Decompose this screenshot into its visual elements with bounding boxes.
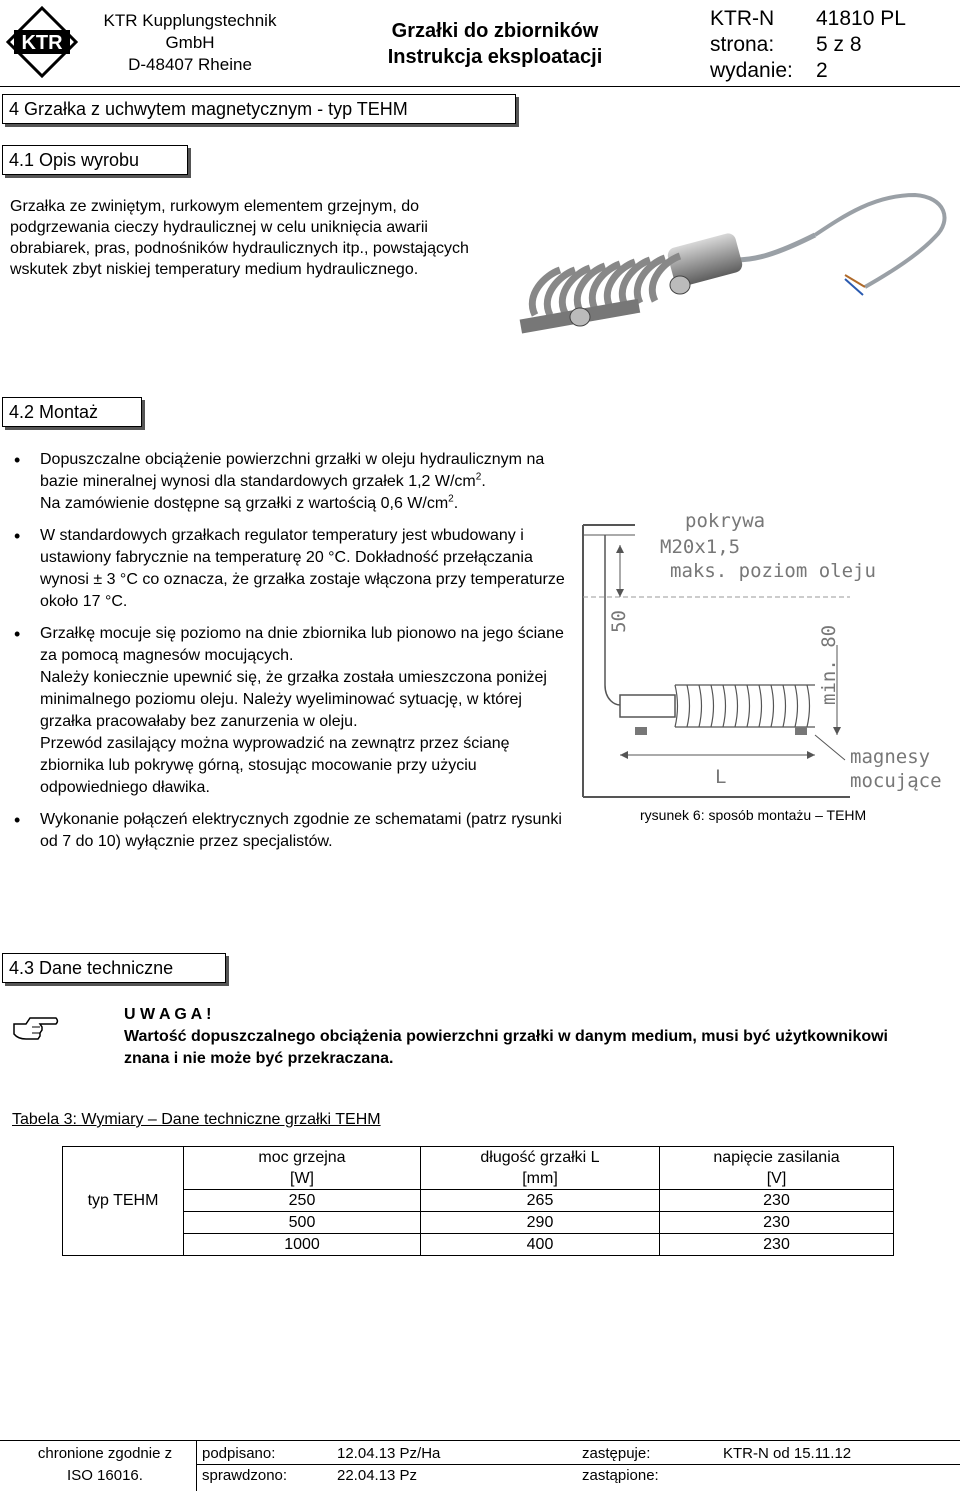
signed-value: 12.04.13 Pz/Ha bbox=[337, 1445, 441, 1462]
column-unit: [V] bbox=[660, 1168, 894, 1190]
warning-note bbox=[124, 1004, 924, 1070]
doc-number: 41810 PL bbox=[816, 7, 906, 30]
table-cell: 400 bbox=[421, 1234, 660, 1256]
table-cell: 230 bbox=[660, 1190, 894, 1212]
svg-text:KTR: KTR bbox=[21, 32, 63, 54]
checked-label: sprawdzono: bbox=[202, 1467, 288, 1484]
doc-code: KTR-N bbox=[710, 7, 775, 30]
mounting-list bbox=[6, 449, 566, 863]
mounting-diagram bbox=[575, 505, 955, 805]
title-line-1: Grzałki do zbiorników bbox=[391, 20, 599, 42]
column-unit: [W] bbox=[184, 1168, 421, 1190]
column-header: długość grzałki L bbox=[421, 1147, 660, 1169]
table-cell: 265 bbox=[421, 1190, 660, 1212]
replaced-label: zastąpione: bbox=[582, 1467, 659, 1484]
section-4-1-heading: 4.1 Opis wyrobu bbox=[2, 145, 188, 175]
svg-text:M20x1,5: M20x1,5 bbox=[660, 536, 741, 558]
table-cell: 250 bbox=[184, 1190, 421, 1212]
page-label: strona: bbox=[710, 33, 775, 56]
signed-label: podpisano: bbox=[202, 1445, 276, 1462]
section-4-3-heading: 4.3 Dane techniczne bbox=[2, 953, 226, 983]
header-divider bbox=[0, 86, 960, 87]
list-item: • Grzałkę mocuje się poziomo na dnie zbiornika lub pionowo na jego ściane za pomocą magnesów mocujących. Należy koniecznie upewnić się, że grzałka została umieszczona poniżej minimalnego poziomu oleju. Należy wyeliminować sytuację, w której grzałka pracowałaby bez zanurzenia w oleju. Przewód zasilający można wyprowadzić na zewnątrz przez ścianę zbiornika lub pokrywę górną, stosując mocowanie przy użyciu odpowiedniego dławika. bbox=[6, 623, 566, 799]
table-cell: 1000 bbox=[184, 1234, 421, 1256]
svg-text:pokrywa: pokrywa bbox=[685, 510, 766, 532]
svg-text:magnesy: magnesy bbox=[850, 746, 931, 768]
section-4-heading: 4 Grzałka z uchwytem magnetycznym - typ TEHM bbox=[2, 94, 516, 124]
copyright-note: chronione zgodnie z ISO 16016. bbox=[37, 1445, 173, 1484]
ktr-logo bbox=[6, 6, 78, 78]
table-title: Tabela 3: Wymiary – Dane techniczne grzałki TEHM bbox=[12, 1111, 381, 1128]
table-row bbox=[63, 1190, 894, 1212]
table-row-label: typ TEHM bbox=[63, 1147, 184, 1256]
warning-text: Wartość dopuszczalnego obciążenia powierzchni grzałki w danym medium, musi być użytkownikowi znana i nie może być przekraczana. bbox=[124, 1028, 888, 1067]
column-unit: [mm] bbox=[421, 1168, 660, 1190]
edition-label: wydanie: bbox=[710, 59, 793, 82]
list-item: • W standardowych grzałkach regulator temperatury jest wbudowany i ustawiony fabrycznie na temperaturę 20 °C. Dokładność przełączania wynosi ± 3 °C co oznacza, że grzałka zostaje włączona przy temperaturze około 17 °C. bbox=[6, 525, 566, 613]
document-meta bbox=[710, 6, 906, 84]
list-item: • Dopuszczalne obciążenie powierzchni grzałki w oleju hydraulicznym na bazie mineralnej wynosi dla standardowych grzałek 1,2 $W/cm^2$. Na zamówienie dostępne są grzałki z wartością 0,6 $W/cm^2$. bbox=[6, 449, 566, 515]
figure-caption: rysunek 6: sposób montażu – TEHM bbox=[640, 807, 867, 823]
heater-photo bbox=[515, 175, 955, 340]
svg-text:50: 50 bbox=[608, 610, 630, 633]
footer-separator bbox=[196, 1440, 197, 1491]
svg-text:maks. poziom oleju: maks. poziom oleju bbox=[670, 560, 876, 582]
svg-text:min. 80: min. 80 bbox=[818, 624, 840, 705]
company-block bbox=[90, 10, 290, 76]
page-value: 5 z 8 bbox=[816, 33, 862, 56]
svg-text:mocujące: mocujące bbox=[850, 770, 942, 792]
pointing-hand-icon bbox=[12, 1012, 60, 1044]
table-row bbox=[63, 1234, 894, 1256]
column-header: moc grzejna bbox=[184, 1147, 421, 1169]
table-cell: 290 bbox=[421, 1212, 660, 1234]
svg-text:L: L bbox=[715, 766, 727, 788]
checked-value: 22.04.13 Pz bbox=[337, 1467, 418, 1484]
warning-title: U W A G A ! bbox=[124, 1006, 212, 1023]
table-cell: 230 bbox=[660, 1234, 894, 1256]
replaces-value: KTR-N od 15.11.12 bbox=[723, 1445, 852, 1462]
replaces-label: zastępuje: bbox=[582, 1445, 651, 1462]
document-title bbox=[360, 18, 630, 70]
product-description: Grzałka ze zwiniętym, rurkowym elementem grzejnym, do podgrzewania cieczy hydraulicznej w celu uniknięcia awarii obrabiarek, pras, podnośników hydraulicznych itp., powstających wskutek zbyt niskiej temperatury medium hydraulicznego. bbox=[10, 198, 469, 278]
table-cell: 500 bbox=[184, 1212, 421, 1234]
edition-value: 2 bbox=[816, 59, 828, 82]
footer-row-divider bbox=[196, 1464, 960, 1465]
company-address: D-48407 Rheine bbox=[128, 55, 252, 74]
company-name: KTR Kupplungstechnik bbox=[103, 11, 277, 30]
company-form: GmbH bbox=[165, 33, 215, 52]
tech-data-table bbox=[62, 1146, 894, 1256]
table-cell: 230 bbox=[660, 1212, 894, 1234]
section-4-2-heading: 4.2 Montaż bbox=[2, 397, 142, 427]
list-item: • Wykonanie połączeń elektrycznych zgodnie ze schematami (patrz rysunki od 7 do 10) wyłącznie przez specjalistów. bbox=[6, 809, 566, 853]
table-row bbox=[63, 1212, 894, 1234]
column-header: napięcie zasilania bbox=[660, 1147, 894, 1169]
footer-divider bbox=[0, 1440, 960, 1441]
title-line-2: Instrukcja eksploatacji bbox=[387, 46, 603, 68]
